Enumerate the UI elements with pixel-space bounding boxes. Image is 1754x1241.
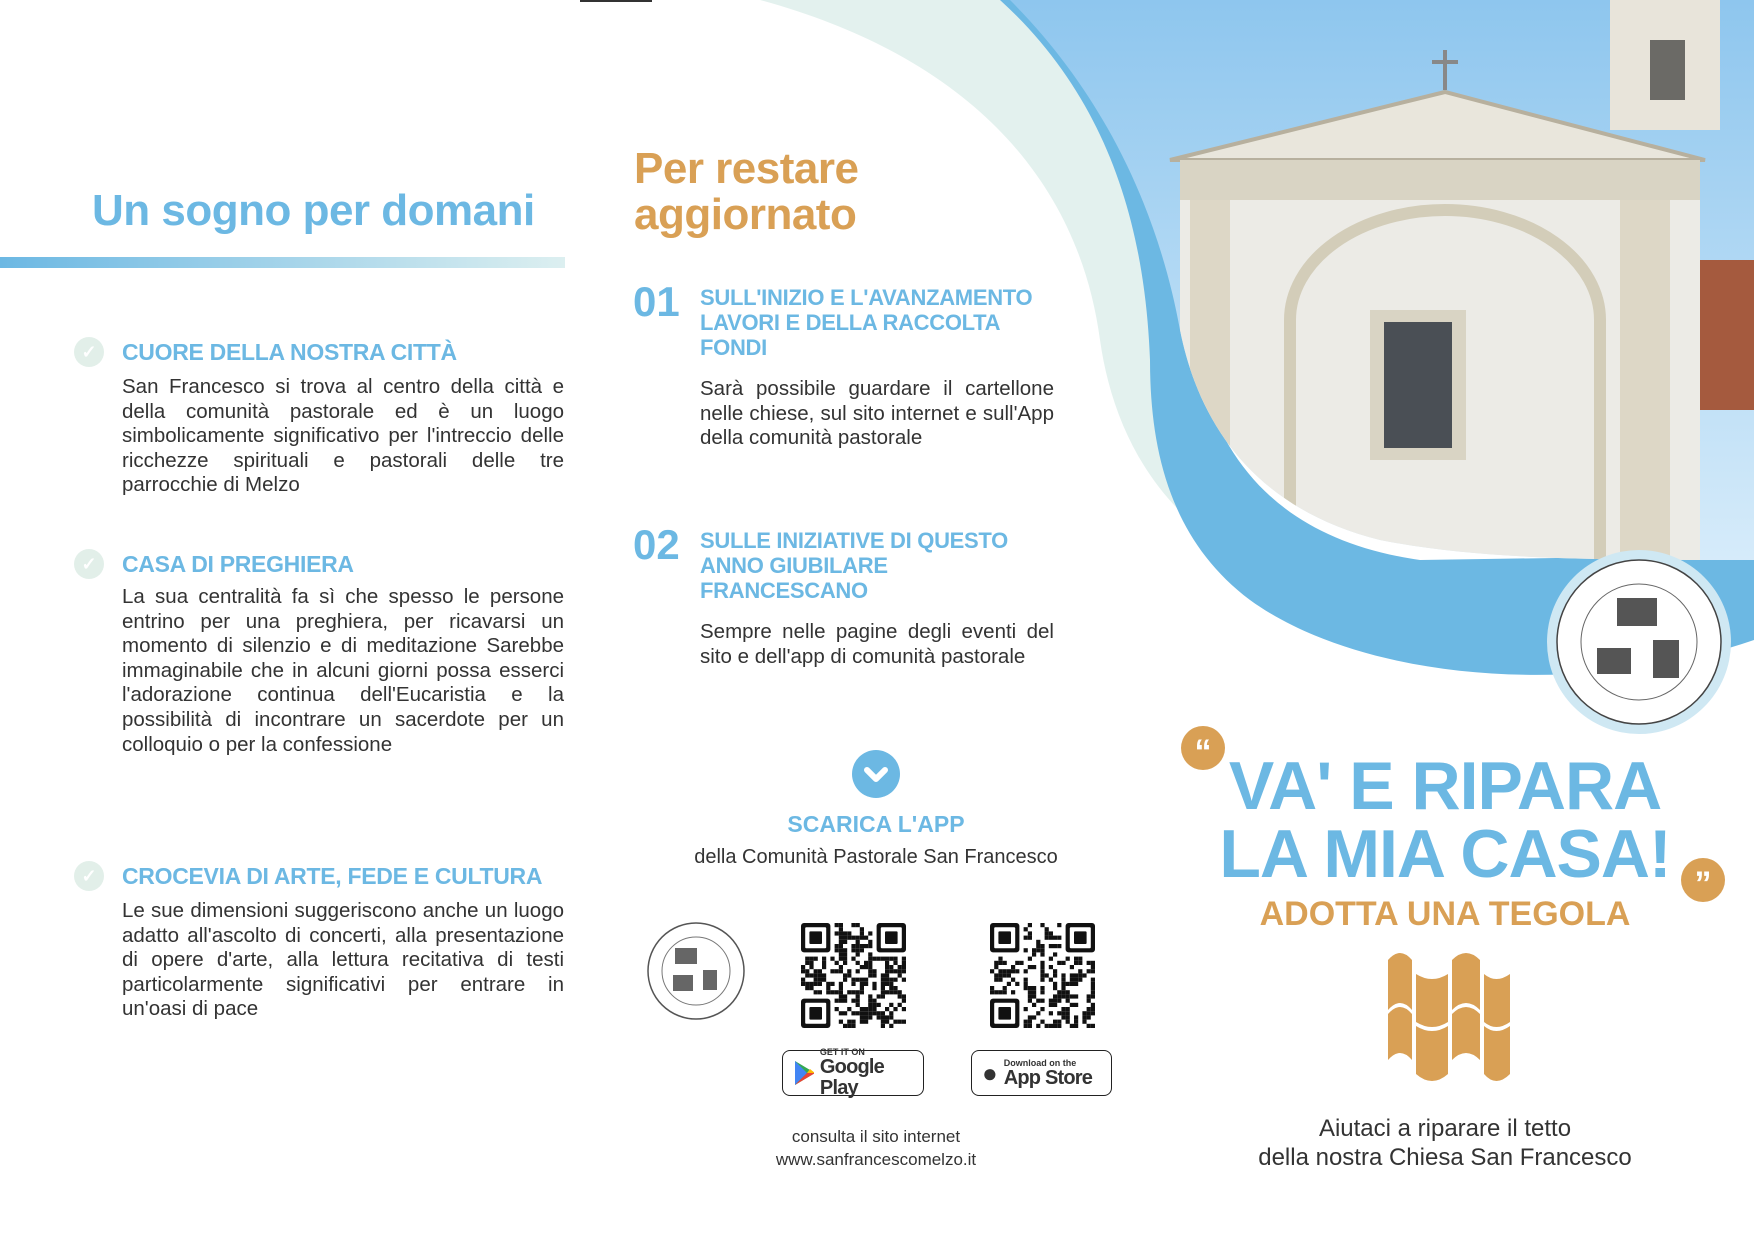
google-play-button[interactable] [782, 1047, 924, 1099]
apple-icon: ● [982, 1057, 998, 1088]
step-number: 02 [633, 521, 680, 568]
item-text: San Francesco si trova al centro della città e della comunità pastorale ed è un luogo simbolicamente significativo per l'intreccio delle ricchezze spirituali e pastorali delle tre parrocchie di Melzo [122, 375, 564, 497]
google-play-icon [793, 1060, 814, 1086]
title-underline [0, 257, 565, 268]
chevron-down-icon [852, 750, 900, 798]
app-title: SCARICA L'APP [787, 811, 965, 837]
title-line: Per restare [634, 144, 859, 193]
quote-line: VA' E RIPARA [1228, 748, 1662, 824]
app-store-button[interactable] [971, 1050, 1112, 1096]
badge-big-text: Google Play [819, 1056, 885, 1099]
open-quote-icon: “ [1181, 726, 1225, 770]
adopt-tile-subtitle: ADOTTA UNA TEGOLA [1259, 895, 1631, 933]
left-title: Un sogno per domani [92, 186, 535, 235]
check-icon: ✓ [74, 337, 104, 367]
item-heading: CASA DI PREGHIERA [122, 551, 354, 577]
badge-small-text: Download on the [1003, 1057, 1077, 1068]
check-icon: ✓ [74, 861, 104, 891]
title-line: aggiornato [634, 190, 857, 239]
close-quote-icon: ” [1681, 858, 1725, 902]
step-text: Sempre nelle pagine degli eventi del sito e dell'app di comunità pastorale [700, 620, 1054, 668]
step-heading: SULLE INIZIATIVE DI QUESTO ANNO GIUBILARE FRANCESCANO [700, 528, 1008, 603]
check-icon: ✓ [74, 549, 104, 579]
item-heading: CROCEVIA DI ARTE, FEDE E CULTURA [122, 863, 543, 889]
website-info [640, 1125, 1112, 1171]
badge-small-text: GET IT ON [819, 1047, 865, 1057]
app-subtitle: della Comunità Pastorale San Francesco [694, 846, 1058, 868]
middle-title [634, 146, 858, 238]
step-text: Sarà possibile guardare il cartellone nelle chiese, sul sito internet e sull'App della comunità pastorale [700, 377, 1054, 450]
item-text: Le sue dimensioni suggeriscono anche un luogo adatto all'ascolto di concerti, alla presentazione di opere d'arte, alla lettura recitativa di testi particolarmente significativi per entrare in un'oasi di pace [122, 899, 564, 1021]
parish-seal-logo [1545, 548, 1733, 736]
site-url[interactable]: www.sanfrancescomelzo.it [775, 1150, 977, 1169]
roof-tile-icon [1386, 950, 1512, 1086]
quote-line: LA MIA CASA! [1219, 816, 1671, 892]
step-number: 01 [633, 278, 680, 325]
google-play-qr-code[interactable] [801, 923, 906, 1028]
cta-line: Aiutaci a riparare il tetto [1318, 1115, 1572, 1142]
badge-big-text: App Store [1003, 1066, 1093, 1089]
app-store-qr-code[interactable] [990, 923, 1095, 1028]
parish-seal-logo-small [645, 920, 747, 1022]
headline-quote [1200, 748, 1690, 892]
step-heading: SULL'INIZIO E L'AVANZAMENTO LAVORI E DELLA RACCOLTA FONDI [700, 285, 1033, 360]
site-label: consulta il sito internet [791, 1127, 961, 1146]
call-to-action [1200, 1114, 1690, 1172]
item-text: La sua centralità fa sì che spesso le persone entrino per una preghiera, per ricavarsi un momento di silenzio e di meditazione Sarebbe immaginabile che in alcuni giorni possa esserci l'adorazione continua dell'Eucaristia e la possibilità di incontrare un sacerdote per un colloquio o per la confessione [122, 585, 564, 756]
item-heading: CUORE DELLA NOSTRA CITTÀ [122, 339, 457, 365]
cta-line: della nostra Chiesa San Francesco [1258, 1144, 1632, 1171]
